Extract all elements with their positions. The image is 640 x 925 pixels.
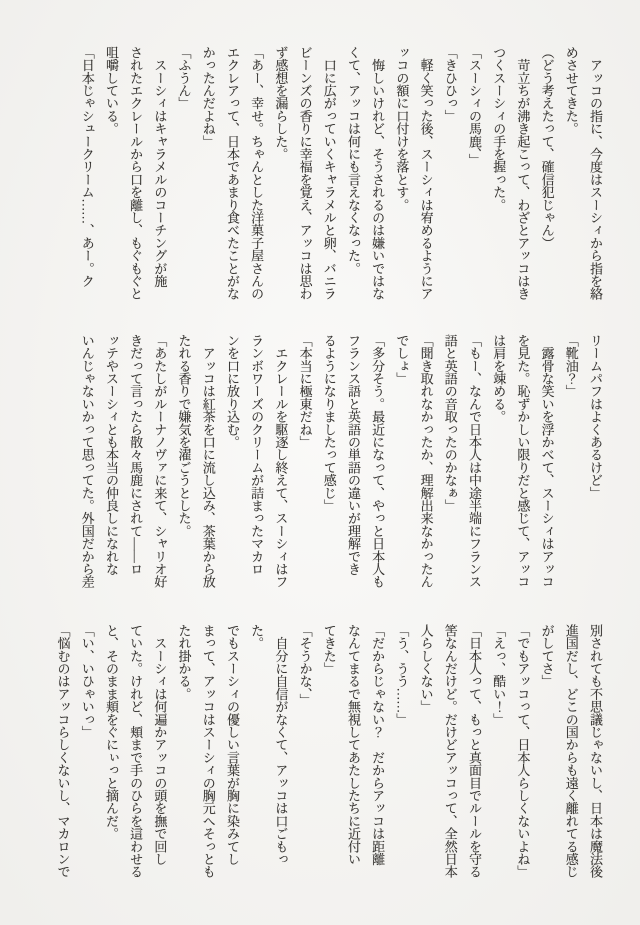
text-line: なんてまるで無視してあたしたちに近付い bbox=[345, 624, 361, 866]
text-line: 苛立ちが沸き起こって、わざとアッコはき bbox=[515, 46, 531, 301]
text-line: （どう考えたって、確信犯じゃん） bbox=[539, 46, 555, 250]
text-line: てきた」 bbox=[321, 624, 337, 675]
text-line: 「きひひっ」 bbox=[442, 46, 458, 123]
text-line: いんじゃないかって思ってた。外国だから差 bbox=[79, 334, 95, 589]
text-line: 「あー、幸せ。ちゃんとした洋菓子屋さんの bbox=[249, 46, 265, 301]
text-line: エクレアって、日本であまり食べたことがな bbox=[224, 46, 240, 301]
text-line: きだって言ったら散々馬鹿にされて――ロ bbox=[128, 334, 144, 576]
text-line: 「もー、なんで日本人は中途半端にフランス bbox=[466, 334, 482, 589]
text-line: ッテやスーシィとも本当の仲良しになれな bbox=[103, 334, 119, 576]
text-line: 「聞き取れなかったか、理解出来なかったん bbox=[418, 334, 434, 589]
text-line: でもスーシィの優しい言葉が胸に染みてし bbox=[224, 624, 240, 866]
text-line: 「でもアッコって、日本人らしくないよね」 bbox=[515, 624, 531, 879]
text-line: 露骨な笑いを浮かべて、スーシィはアッコ bbox=[539, 334, 555, 589]
text-band-bottom bbox=[50, 624, 607, 887]
text-line: 「日本じゃシュークリーム……、あー。ク bbox=[79, 46, 95, 288]
text-line: 人らしくない」 bbox=[418, 624, 434, 713]
text-line: 口に広がっていくキャラメルと卵、バニラ bbox=[321, 46, 337, 301]
text-line: ず感想を漏らした。 bbox=[273, 46, 289, 161]
text-line: 「スーシィの馬鹿、」 bbox=[466, 46, 482, 167]
text-line: 「う、うう……」 bbox=[394, 624, 410, 726]
text-line: がしてさ」 bbox=[539, 624, 555, 688]
text-line: 進国だし、どこの国からも遠く離れてる感じ bbox=[563, 624, 579, 879]
text-line: 「多分そう。最近になって、やっと日本人も bbox=[370, 334, 386, 589]
text-line: は肩を竦める。 bbox=[491, 334, 507, 423]
text-line: 「あたしがルーナノヴァに来て、シャリオ好 bbox=[152, 334, 168, 589]
text-line: スーシィは何遍かアッコの頭を撫で回し bbox=[152, 624, 168, 866]
text-line: されたエクレールから口を離し、もぐもぐと bbox=[128, 46, 144, 301]
text-line: 「靴油？」 bbox=[563, 334, 579, 398]
text-band-top bbox=[75, 46, 607, 309]
text-line: スーシィはキャラメルのコーチングが施 bbox=[152, 46, 168, 288]
text-line: ンを口に放り込む。 bbox=[224, 334, 240, 449]
text-line: たれ掛かる。 bbox=[176, 624, 192, 701]
text-line: 悔しいけれど、そうされるのは嫌いではな bbox=[370, 46, 386, 301]
text-line: めさせてきた。 bbox=[563, 46, 579, 135]
text-line: 別されても不思議じゃないし、日本は魔法後 bbox=[588, 624, 603, 879]
text-line: 「そうかな、」 bbox=[297, 624, 313, 707]
text-line: アッコの指に、今度はスーシィから指を絡 bbox=[588, 46, 603, 301]
text-line: 「ふうん」 bbox=[176, 46, 192, 110]
text-line: 「悩むのはアッコらしくないし、マカロンで bbox=[55, 624, 71, 879]
text-line: かったんだよね」 bbox=[200, 46, 216, 148]
text-line: 自分に自信がなくて、アッコは口ごもった。 bbox=[249, 624, 289, 866]
text-line: ランボワーズのクリームが詰まったマカロ bbox=[249, 334, 265, 576]
text-line: ッコの額に口付けを落とす。 bbox=[394, 46, 410, 212]
text-line: 「だからじゃない？ だからアッコは距離 bbox=[370, 624, 386, 866]
text-line: 「本当に極東だね」 bbox=[297, 334, 313, 449]
text-line: まって、アッコはスーシィの胸元へそっとも bbox=[200, 624, 216, 879]
text-line: 「い、いひゃいっ」 bbox=[79, 624, 95, 739]
text-line: 「えっ、酷い！」 bbox=[491, 624, 507, 726]
text-line: アッコは紅茶を口に流し込み、茶葉から放 bbox=[200, 334, 216, 589]
text-band-middle bbox=[75, 334, 607, 597]
text-line: 筈なんだけど。だけどアッコって、全然日本 bbox=[442, 624, 458, 879]
text-line: 「日本人って、もっと真面目でルールを守る bbox=[466, 624, 482, 879]
text-line: を見た。恥ずかしい限りだと感じて、アッコ bbox=[515, 334, 531, 589]
text-line: くて、アッコは何にも言えなくなった。 bbox=[345, 46, 361, 275]
text-line: でしょ」 bbox=[394, 334, 410, 385]
text-line: 咀嚼している。 bbox=[103, 46, 119, 135]
text-line: エクレールを駆逐し終えて、スーシィはフ bbox=[273, 334, 289, 589]
text-line: つくスーシィの手を握った。 bbox=[491, 46, 507, 212]
text-line: フランス語と英語の単語の違いが理解でき bbox=[345, 334, 361, 576]
text-line: 語と英語の音取ったのかなぁ」 bbox=[442, 334, 458, 512]
text-line: ビーンズの香りに幸福を覚え、アッコは思わ bbox=[297, 46, 313, 301]
text-line: リームパフはよくあるけど」 bbox=[588, 334, 603, 500]
text-line: ていた。けれど、頬まで手のひらを這わせる bbox=[128, 624, 144, 879]
text-line: たれる香りで嫌気を濯ごうとした。 bbox=[176, 334, 192, 538]
text-line: 軽く笑った後、スーシィは宥めるようにア bbox=[418, 46, 434, 301]
text-line: と、そのまま頬をぐにぃっと摘んだ。 bbox=[103, 624, 119, 840]
text-line: るようになりましたって感じ」 bbox=[321, 334, 337, 512]
